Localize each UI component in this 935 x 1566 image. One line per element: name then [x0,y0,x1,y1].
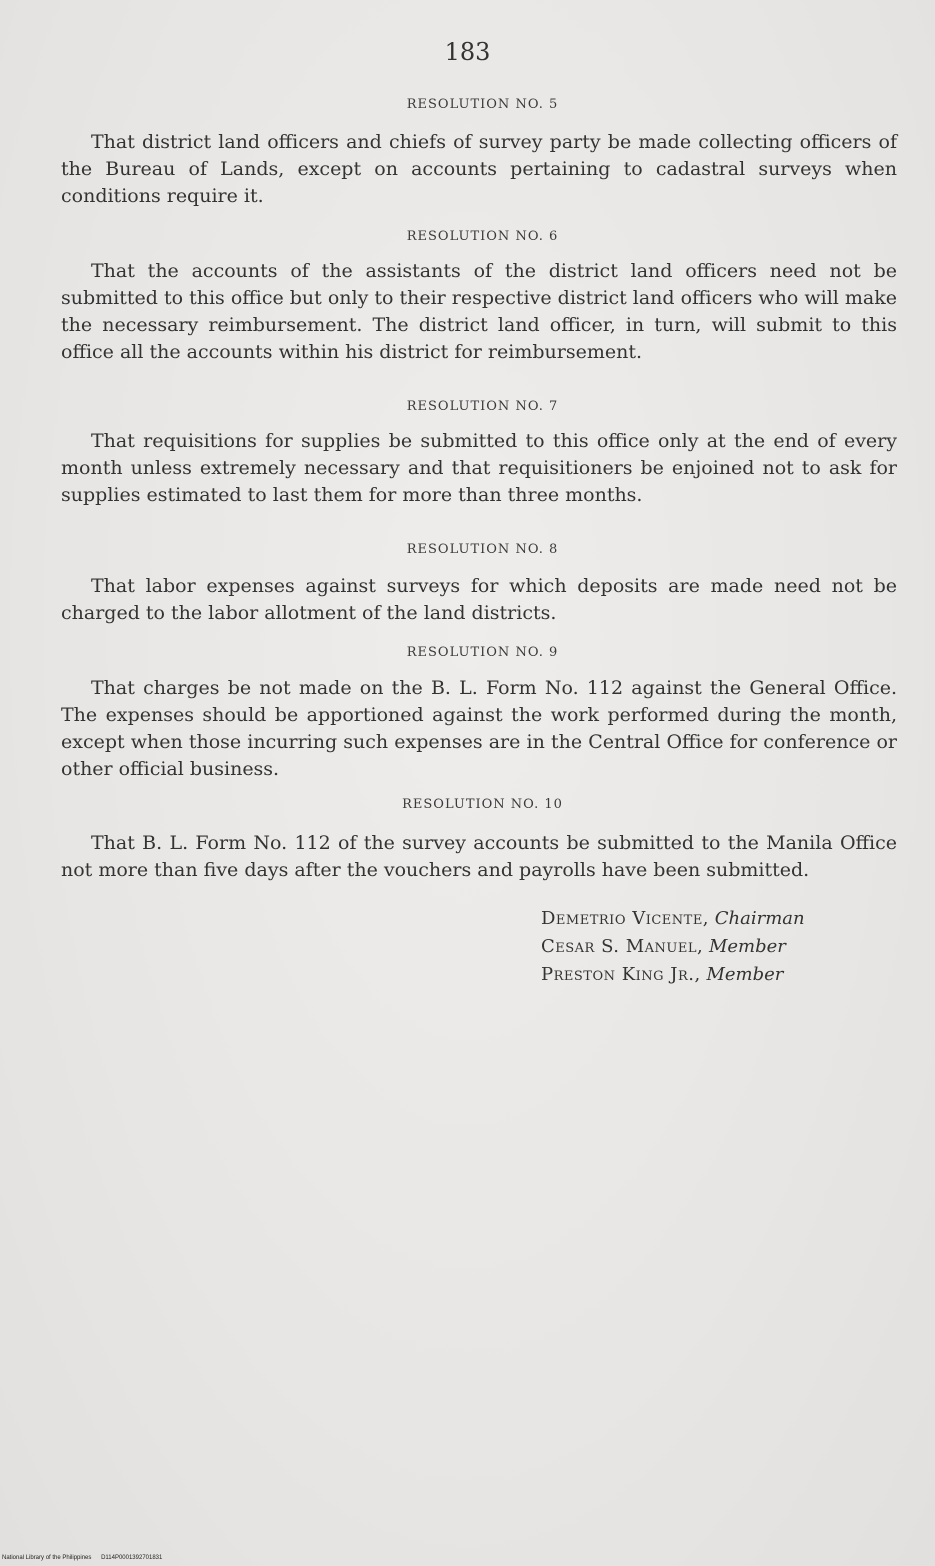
resolution-heading: RESOLUTION NO. 10 [402,797,563,812]
signatory-name: Preston King Jr., [541,964,701,985]
signatory-role: Chairman [714,908,805,929]
signatory-role: Member [706,964,784,985]
resolution-heading: RESOLUTION NO. 7 [406,399,559,414]
resolution-text: That B. L. Form No. 112 of the survey accounts be submitted to the Manila Office not more than five days after the vouchers and payrolls have been submitted. [61,832,897,881]
resolution-heading: RESOLUTION NO. 8 [406,542,559,557]
library-credit: National Library of the Philippines [2,1555,92,1561]
resolution-heading: RESOLUTION NO. 9 [406,645,559,660]
signatory-role: Member [708,936,786,957]
resolution-text: That the accounts of the assistants of the district land officers need not be submitted to this office but only to their respective district land officers who will make the necessary reimbursement. The district land officer, in turn, will submit to this office all the accounts within his district for reimbursement. [61,260,897,363]
resolution-heading: RESOLUTION NO. 5 [406,97,559,112]
resolution-text: That labor expenses against surveys for which deposits are made need not be charged to the labor allotment of the land districts. [61,575,897,624]
scan-id: D114P0001392701831 [101,1555,163,1561]
resolution-text: That requisitions for supplies be submitted to this office only at the end of every month unless extremely necessary and that requisitioners be enjoined not to ask for supplies estimated to last them for more than three months. [61,430,897,506]
signatory-name: Demetrio Vicente, [541,908,710,929]
scan-footer [2,1555,162,1561]
signatory-chairman [541,905,805,932]
signatory-member [541,933,786,960]
page-number: 183 [444,38,491,66]
signatory-name: Cesar S. Manuel, [541,936,704,957]
resolution-heading: RESOLUTION NO. 6 [406,229,559,244]
resolution-text: That charges be not made on the B. L. Form No. 112 against the General Office. The expenses should be apportioned against the work performed during the month, except when those incurring such expenses are in the Central Office for conference or other official business. [61,677,897,780]
resolution-text: That district land officers and chiefs of survey party be made collecting officers of the Bureau of Lands, except on accounts pertaining to cadastral surveys when conditions require it. [61,131,897,207]
signatory-member [541,961,783,988]
